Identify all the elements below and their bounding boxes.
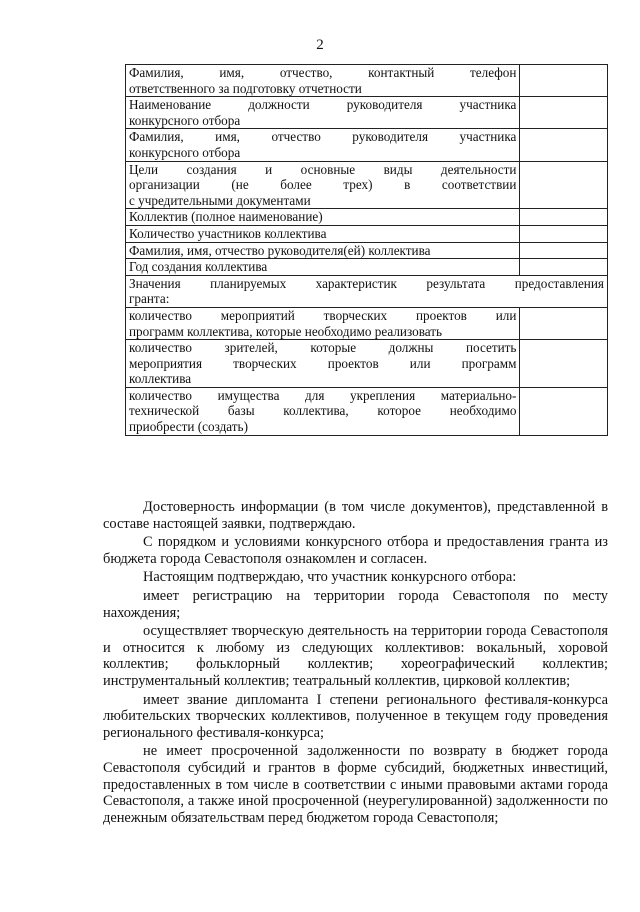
label-line: коллектива xyxy=(129,371,192,387)
label-line: Коллектив (полное наименование) xyxy=(129,209,323,225)
field-label xyxy=(126,209,520,226)
table-row xyxy=(126,340,608,388)
field-value-cell[interactable] xyxy=(520,387,608,435)
label-line: Цели создания и основные виды деятельности xyxy=(129,161,517,177)
paragraph: имеет регистрацию на территории города Севастополя по месту нахождения; xyxy=(103,587,608,621)
table-row xyxy=(126,242,608,259)
label-line: Значения планируемых характеристик результата предоставления xyxy=(129,275,604,291)
field-label xyxy=(126,242,520,259)
field-label xyxy=(126,97,520,129)
label-line: конкурсного отбора xyxy=(129,144,241,160)
label-line: технической базы коллектива, которое необходимо xyxy=(129,403,517,419)
label-line: Количество участников коллектива xyxy=(129,225,327,241)
label-line: Наименование должности руководителя участника xyxy=(129,97,517,113)
page-number: 2 xyxy=(316,37,324,53)
table-row xyxy=(126,161,608,209)
label-line: программ коллектива, которые необходимо реализовать xyxy=(129,323,443,339)
table-row xyxy=(126,387,608,435)
field-label xyxy=(126,129,520,161)
field-label xyxy=(126,387,520,435)
field-label xyxy=(126,259,520,276)
table-row xyxy=(126,225,608,242)
confirmation-text xyxy=(103,499,608,826)
label-line: Год создания коллектива xyxy=(129,259,268,275)
label-line: количество зрителей, которые должны посетить xyxy=(129,340,517,356)
field-label xyxy=(126,65,520,97)
paragraph: Достоверность информации (в том числе документов), представленной в составе настоящей заявки, подтверждаю. xyxy=(103,499,608,532)
field-label xyxy=(126,340,520,388)
field-label xyxy=(126,307,520,339)
label-line: гранта: xyxy=(129,291,170,307)
label-line: с учредительными документами xyxy=(129,192,311,208)
table-row xyxy=(126,259,608,276)
table-row xyxy=(126,97,608,129)
field-label xyxy=(126,225,520,242)
field-value-cell[interactable] xyxy=(520,65,608,97)
paragraph: имеет звание дипломанта I степени регионального фестиваля-конкурса любительских творческих коллективов, полученное в текущем году проведения регионального фестиваля-конкурса; xyxy=(103,691,608,741)
label-line: мероприятия творческих проектов или программ xyxy=(129,355,517,371)
table-row xyxy=(126,129,608,161)
label-line: количество мероприятий творческих проектов или xyxy=(129,307,517,323)
paragraph: не имеет просроченной задолженности по возврату в бюджет города Севастополя субсидий и грантов в форме субсидий, бюджетных инвестиций, предоставленных в том числе в соответствии с иными правовыми актами города Севастополя, а также иной просроченной (неурегулированной) задолженности по денежным обязательствам перед бюджетом города Севастополя; xyxy=(103,743,608,826)
application-form-table xyxy=(125,64,608,436)
label-line: Фамилия, имя, отчество руководителя участника xyxy=(129,129,517,145)
table-row xyxy=(126,65,608,97)
field-value-cell[interactable] xyxy=(520,307,608,339)
field-value-cell[interactable] xyxy=(520,129,608,161)
field-value-cell[interactable] xyxy=(520,259,608,276)
label-line: организации (не более трех) в соответствии xyxy=(129,177,517,193)
field-value-cell[interactable] xyxy=(520,225,608,242)
paragraph: С порядком и условиями конкурсного отбора и предоставления гранта из бюджета города Севастополя ознакомлен и согласен. xyxy=(103,534,608,567)
field-value-cell[interactable] xyxy=(520,242,608,259)
label-line: конкурсного отбора xyxy=(129,112,241,128)
field-value-cell[interactable] xyxy=(520,97,608,129)
paragraph: Настоящим подтверждаю, что участник конкурсного отбора: xyxy=(143,569,517,586)
label-line: приобрести (создать) xyxy=(129,419,248,435)
table-row xyxy=(126,209,608,226)
field-label xyxy=(126,161,520,209)
label-line: количество имущества для укрепления материально- xyxy=(129,387,517,403)
field-value-cell[interactable] xyxy=(520,161,608,209)
table-row xyxy=(126,307,608,339)
label-line: Фамилия, имя, отчество руководителя(ей) коллектива xyxy=(129,242,431,258)
label-line: Фамилия, имя, отчество, контактный телефон xyxy=(129,65,517,80)
field-value-cell[interactable] xyxy=(520,209,608,226)
section-header-row xyxy=(126,275,608,307)
section-header xyxy=(126,275,608,307)
label-line: ответственного за подготовку отчетности xyxy=(129,80,362,96)
field-value-cell[interactable] xyxy=(520,340,608,388)
paragraph: осуществляет творческую деятельность на территории города Севастополя и относится к любому из следующих коллективов: вокальный, хоровой коллектив; фольклорный коллектив; хореографический коллектив; инструментальный коллектив; театральный коллектив, цирковой коллектив; xyxy=(103,623,608,689)
